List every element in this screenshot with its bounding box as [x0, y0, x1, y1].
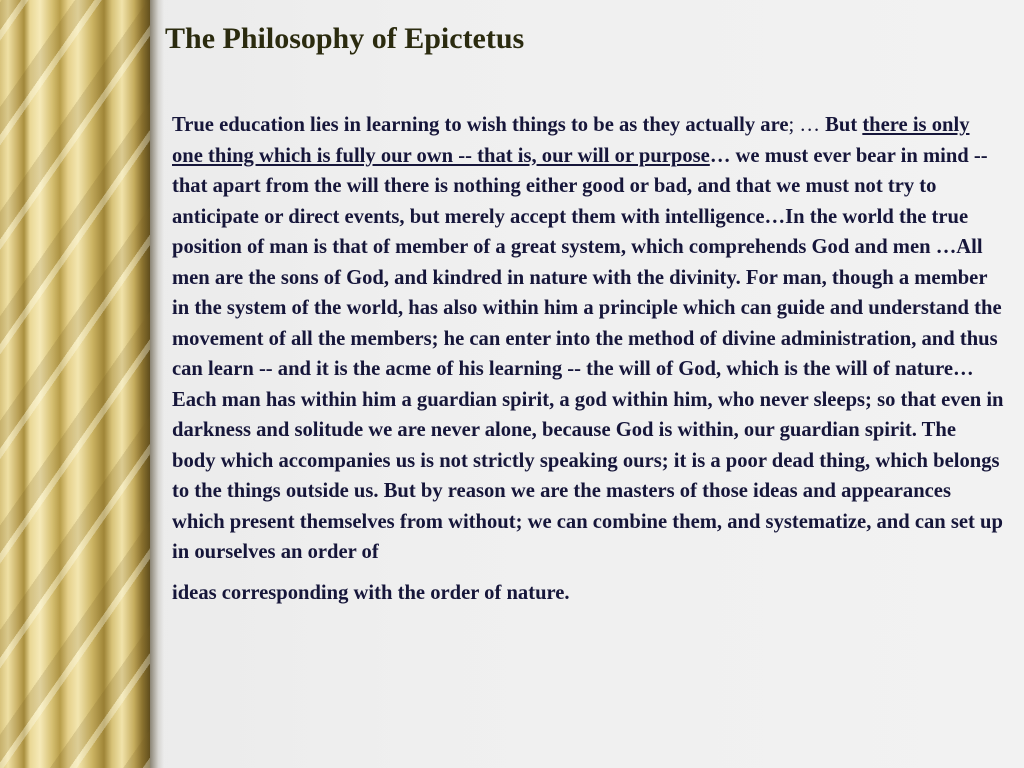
column-shadow [150, 0, 164, 768]
quote-part-2: ; … [788, 114, 826, 136]
quote-part-5: … [709, 144, 731, 167]
quote-last-line: ideas corresponding with the order of nature. [172, 581, 570, 604]
slide-title: The Philosophy of Epictetus [165, 22, 525, 55]
quote-part-3: But [825, 114, 863, 136]
quote-part-1: True education lies in learning to wish things to be as they actually are [172, 114, 789, 136]
quote-part-6: we must ever bear in mind -- that apart from the will there is nothing either good or bad, and that we must not try to anticipate or direct events, but merely accept them with intelligence…In the world the true position of man is that of member of a great system, which comprehends God and men …All men are the sons of God, and kindred in nature with the divinity. For man, though a member in the system of the world, has also within him a principle which can guide and understand the movement of all the members; he can enter into the method of divine administration, and thus can learn -- and it is the acme of his learning -- the will of God, which is the will of nature…Each man has within him a guardian spirit, a god within him, who never sleeps; so that even in darkness and solitude we are never alone, because God is within, our guardian spirit. The body which accompanies us is not strictly speaking ours; it is a poor dead thing, which belongs to the things outside us. But by reason we are the masters of those ideas and appearances which present themselves from without; we can combine them, and systematize, and can set up in ourselves an order of [172, 144, 1004, 563]
quote-paragraph [172, 110, 1004, 608]
gold-column-decoration [0, 0, 150, 768]
quote-underlined-phrase: there is only one thing which is fully our own -- that is, our will or purpose [172, 114, 970, 167]
